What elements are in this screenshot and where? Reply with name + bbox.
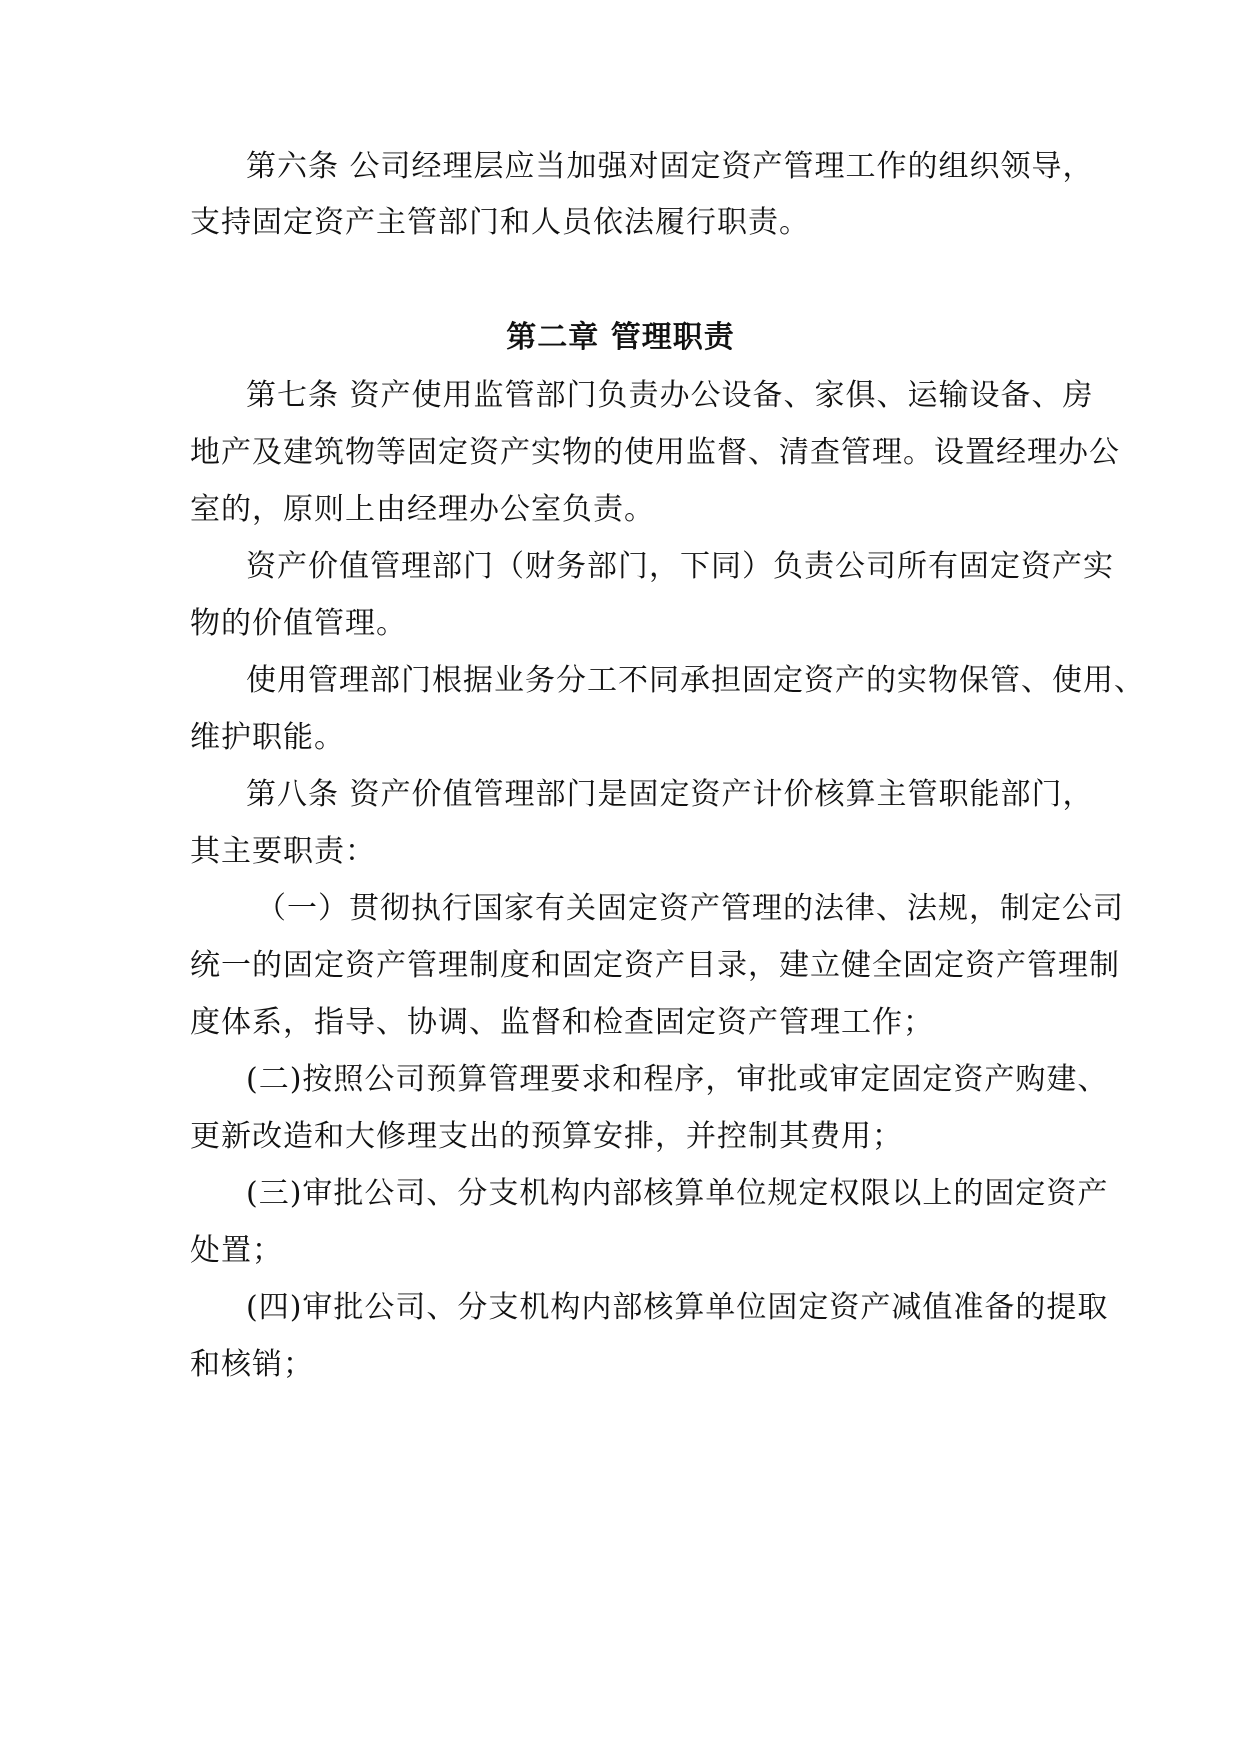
chapter-heading: 第二章 管理职责: [506, 320, 735, 355]
item-2-line-2: 更新改造和大修理支出的预算安排，并控制其费用；: [190, 1119, 903, 1154]
article-7-line-2: 地产及建筑物等固定资产实物的使用监督、清查管理。设置经理办公: [190, 435, 1120, 470]
item-4-line-2: 和核销；: [190, 1347, 314, 1382]
item-1-line-3: 度体系，指导、协调、监督和检查固定资产管理工作；: [190, 1005, 934, 1040]
item-4-line-1: (四)审批公司、分支机构内部核算单位固定资产减值准备的提取: [246, 1290, 1109, 1325]
paragraph-usage-mgmt-line-1: 使用管理部门根据业务分工不同承担固定资产的实物保管、使用、: [246, 663, 1145, 698]
paragraph-value-mgmt-line-1: 资产价值管理部门（财务部门，下同）负责公司所有固定资产实: [246, 549, 1114, 584]
item-2-line-1: (二)按照公司预算管理要求和程序，审批或审定固定资产购建、: [246, 1062, 1109, 1097]
article-6-line-1: 第六条 公司经理层应当加强对固定资产管理工作的组织领导，: [246, 149, 1094, 184]
item-3-line-2: 处置；: [190, 1233, 283, 1268]
article-7-line-3: 室的，原则上由经理办公室负责。: [190, 492, 655, 527]
article-7-line-1: 第七条 资产使用监管部门负责办公设备、家俱、运输设备、房: [246, 378, 1094, 413]
article-6-line-2: 支持固定资产主管部门和人员依法履行职责。: [190, 205, 810, 240]
item-1-line-2: 统一的固定资产管理制度和固定资产目录，建立健全固定资产管理制: [190, 948, 1120, 983]
paragraph-usage-mgmt-line-2: 维护职能。: [190, 720, 345, 755]
item-3-line-1: (三)审批公司、分支机构内部核算单位规定权限以上的固定资产: [246, 1176, 1109, 1211]
article-8-line-2: 其主要职责：: [190, 834, 376, 869]
article-8-line-1: 第八条 资产价值管理部门是固定资产计价核算主管职能部门，: [246, 777, 1094, 812]
item-1-line-1: （一）贯彻执行国家有关固定资产管理的法律、法规，制定公司: [256, 891, 1124, 926]
paragraph-value-mgmt-line-2: 物的价值管理。: [190, 606, 407, 641]
